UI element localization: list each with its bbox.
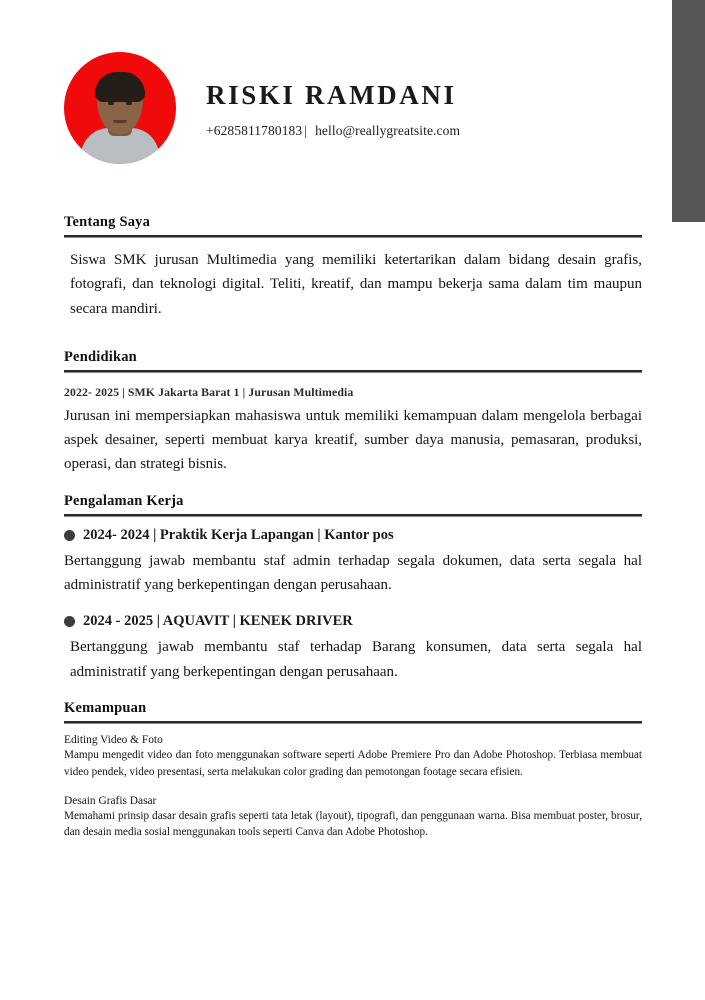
section-rule-about xyxy=(64,235,642,238)
section-about xyxy=(64,214,642,321)
skill-item xyxy=(64,795,642,842)
section-skills xyxy=(64,700,642,841)
phone-number: +6285811780183 xyxy=(206,123,303,139)
contact-separator: | xyxy=(304,123,308,139)
section-rule-skills xyxy=(64,721,642,724)
education-entry-heading: 2022- 2025 | SMK Jakarta Barat 1 | Jurusan Multimedia xyxy=(64,384,354,399)
skill-body: Memahami prinsip dasar desain grafis seperti tata letak (layout), tipografi, dan penggunaan warna. Bisa membuat poster, brosur, dan desain media sosial menggunakan tools seperti Canva dan Adobe Photoshop. xyxy=(64,809,642,839)
section-title-experience: Pengalaman Kerja xyxy=(64,492,184,509)
experience-item xyxy=(64,613,642,684)
section-rule-education xyxy=(64,370,642,373)
resume-header xyxy=(64,0,642,172)
experience-heading xyxy=(64,613,642,630)
right-accent-strip xyxy=(672,0,705,222)
avatar xyxy=(64,52,176,164)
education-entry-body: Jurusan ini mempersiapkan mahasiswa untuk memiliki kemampuan dalam mengelola berbagai aspek desainer, seperti membuat karya kreatif, sumber daya manusia, pemasaran, produksi, operasi, dan strategi bisnis. xyxy=(64,407,642,473)
email-address: hello@reallygreatsite.com xyxy=(315,123,461,139)
experience-body: Bertanggung jawab membantu staf terhadap Barang konsumen, data serta segala hal administratif yang berkepentingan dengan perusahaan. xyxy=(70,639,642,680)
about-body: Siswa SMK jurusan Multimedia yang memiliki ketertarikan dalam bidang desain grafis, fotografi, dan teknologi digital. Teliti, kreatif, dan mampu bekerja sama dalam tim maupun secara mandiri. xyxy=(70,252,642,317)
experience-heading-text: 2024 - 2025 | AQUAVIT | KENEK DRIVER xyxy=(83,613,353,630)
experience-heading xyxy=(64,527,642,544)
section-experience xyxy=(64,493,642,684)
skill-name: Desain Grafis Dasar xyxy=(64,794,157,807)
experience-heading-text: 2024- 2024 | Praktik Kerja Lapangan | Kantor pos xyxy=(83,526,394,543)
resume-content xyxy=(64,0,642,841)
section-title-about: Tentang Saya xyxy=(64,214,151,230)
bullet-dot-icon xyxy=(64,616,75,627)
section-education xyxy=(64,349,642,477)
skill-name: Editing Video & Foto xyxy=(64,733,163,746)
section-title-skills: Kemampuan xyxy=(64,699,147,716)
education-entry xyxy=(64,385,642,477)
experience-body: Bertanggung jawab membantu staf admin terhadap segala dokumen, data serta segala hal administratif yang berkepentingan dengan perusahaan. xyxy=(64,552,642,594)
skill-item xyxy=(64,734,642,781)
contact-line xyxy=(206,123,460,139)
experience-item xyxy=(64,527,642,598)
skill-body: Mampu mengedit video dan foto menggunakan software seperti Adobe Premiere Pro dan Adobe Photoshop. Terbiasa membuat video pendek, video presentasi, serta melakukan color grading dan pemotongan footage secara efisien. xyxy=(64,748,642,778)
page-title: RISKI RAMDANI xyxy=(206,79,457,110)
bullet-dot-icon xyxy=(64,530,75,541)
section-title-education: Pendidikan xyxy=(64,348,137,365)
header-text-block xyxy=(176,77,460,140)
profile-photo-icon xyxy=(64,52,176,164)
section-rule-experience xyxy=(64,514,642,517)
